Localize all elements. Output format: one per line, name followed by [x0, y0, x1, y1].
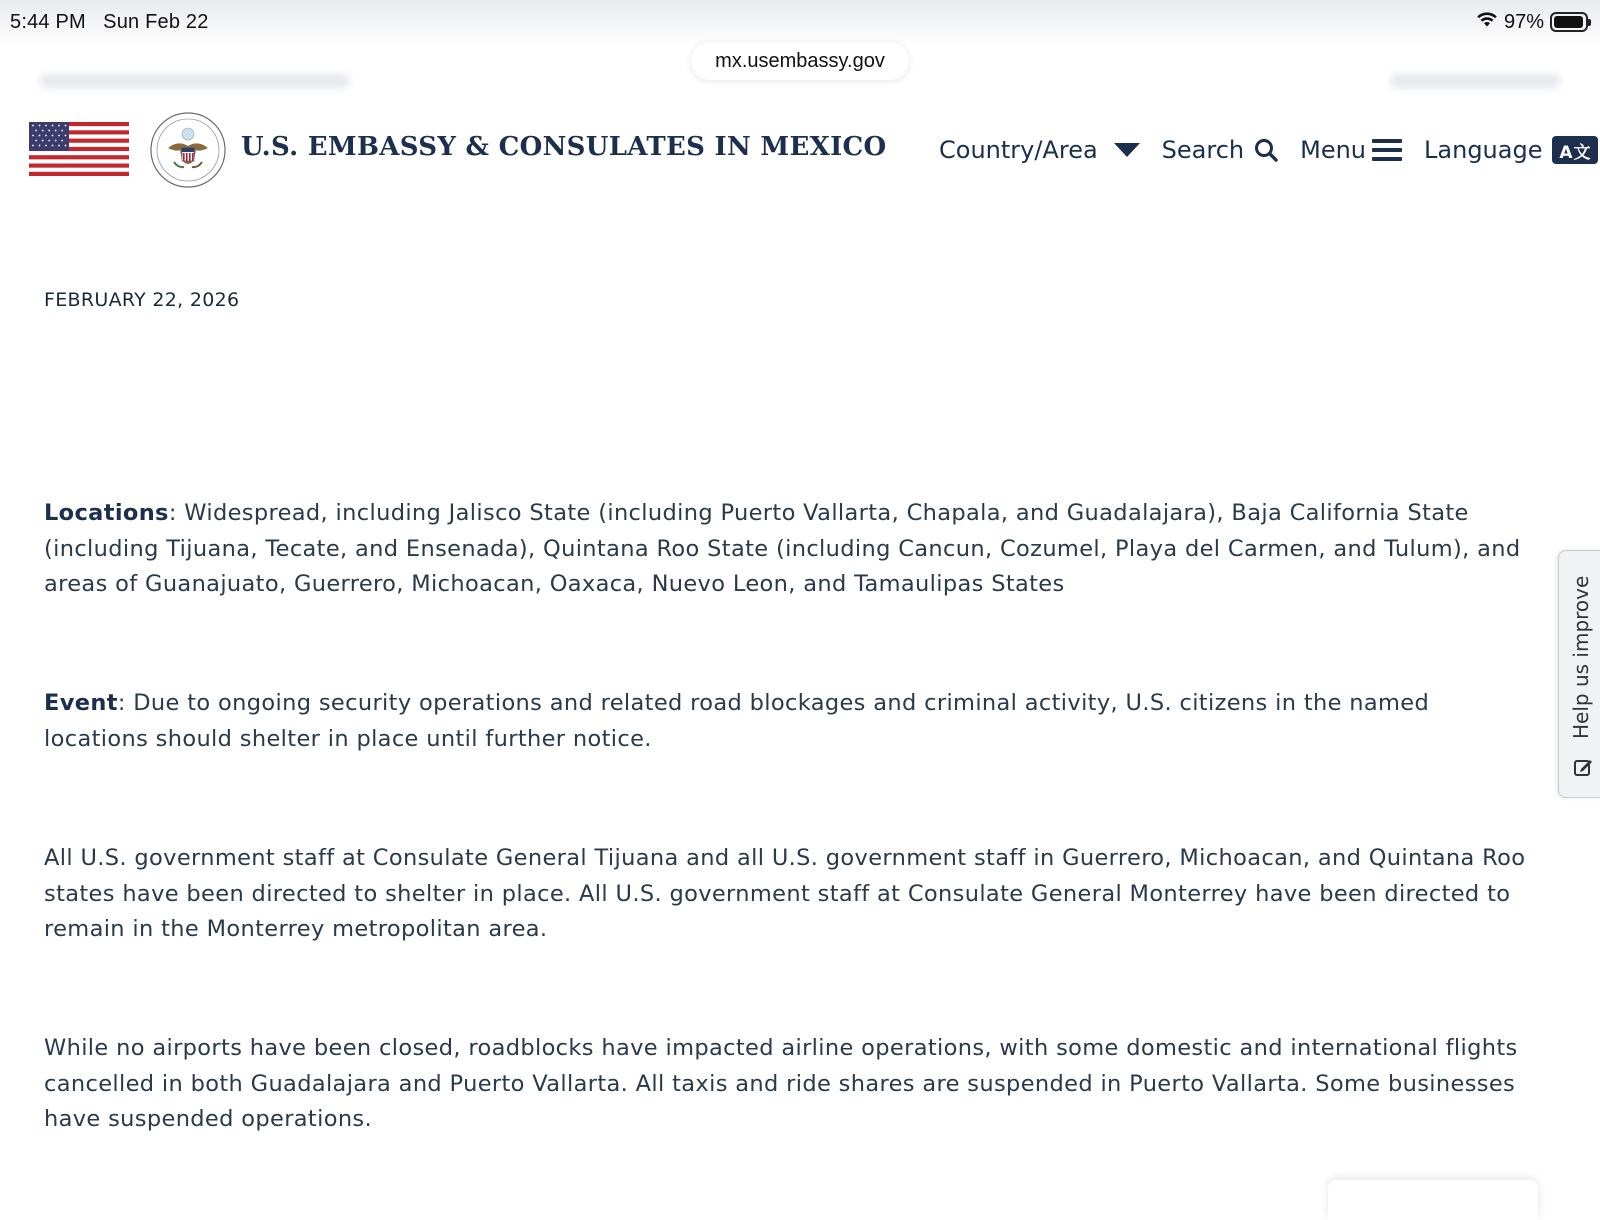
locations-line-1 — [44, 496, 1554, 532]
locations-paragraph — [44, 496, 1554, 603]
search-button[interactable] — [1162, 136, 1278, 164]
country-area-label: Country/Area — [939, 136, 1098, 164]
wifi-icon — [1476, 10, 1498, 34]
battery-percent: 97% — [1503, 10, 1544, 33]
status-time-date — [10, 11, 209, 34]
us-flag-icon[interactable] — [29, 122, 129, 176]
main-nav — [939, 136, 1598, 164]
feedback-tab[interactable] — [1558, 550, 1600, 798]
event-line-1 — [44, 686, 1554, 722]
status-right — [1476, 10, 1588, 34]
language-button[interactable] — [1424, 136, 1598, 164]
status-time: 5:44 PM — [10, 11, 86, 33]
staff-line-1: All U.S. government staff at Consulate General Tijuana and all U.S. government staff in Guerrero, Michoacan, and Quintana Roo — [44, 845, 1526, 871]
staff-line-2: states have been directed to shelter in place. All U.S. government staff at Consulate General Monterrey have been directed to — [44, 880, 1511, 907]
event-line-2: locations should shelter in place until further notice. — [44, 725, 652, 752]
locations-line-3: areas of Guanajuato, Guerrero, Michoacan, Oaxaca, Nuevo Leon, and Tamaulipas States — [44, 571, 1065, 597]
hamburger-menu-icon — [1372, 138, 1402, 162]
menu-label: Menu — [1300, 136, 1367, 164]
locations-label: Locations — [44, 500, 169, 526]
airports-line-3: have suspended operations. — [44, 1106, 373, 1132]
airports-line-2: cancelled in both Guadalajara and Puerto Vallarta. All taxis and ride shares are suspended in Puerto Vallarta. Some businesses — [44, 1070, 1516, 1097]
locations-line-2: (including Tijuana, Tecate, and Ensenada), Quintana Roo State (including Cancun, Cozumel, Playa del Carmen, and Tulum), and — [44, 535, 1521, 562]
staff-line-3: remain in the Monterrey metropolitan area. — [44, 916, 548, 942]
country-area-dropdown[interactable] — [939, 136, 1140, 164]
search-icon — [1254, 138, 1278, 162]
bottom-floating-card[interactable] — [1328, 1180, 1538, 1220]
language-label: Language — [1424, 136, 1543, 164]
airports-paragraph — [44, 1031, 1554, 1138]
staff-paragraph — [44, 841, 1554, 948]
event-line-1-text: : Due to ongoing security operations and related road blockages and criminal activity, U.S. citizens in the named — [117, 690, 1430, 716]
feedback-label: Help us improve — [1569, 575, 1593, 739]
edit-icon — [1573, 757, 1593, 781]
url-text: mx.usembassy.gov — [715, 49, 885, 72]
locations-line-1-text: : Widespread, including Jalisco State (including Puerto Vallarta, Chapala, and Guadalajara), Baja California State — [168, 500, 1469, 526]
article-date: FEBRUARY 22, 2026 — [44, 289, 240, 311]
event-paragraph — [44, 686, 1554, 757]
search-label: Search — [1161, 136, 1245, 164]
event-label: Event — [44, 690, 118, 716]
battery-icon — [1550, 12, 1588, 32]
airports-line-1: While no airports have been closed, roadblocks have impacted airline operations, with some domestic and international flights — [44, 1035, 1518, 1061]
status-date: Sun Feb 22 — [103, 11, 209, 33]
menu-button[interactable] — [1300, 136, 1402, 164]
status-bar — [0, 0, 1600, 46]
embassy-seal-icon[interactable] — [150, 112, 226, 188]
translate-icon: A文 — [1552, 136, 1598, 164]
battery-fill — [1554, 16, 1583, 28]
url-bar[interactable] — [691, 42, 909, 80]
blurred-top-strip-left — [40, 74, 350, 88]
site-title[interactable]: U.S. EMBASSY & CONSULATES IN MEXICO — [241, 132, 887, 162]
caret-down-icon — [1114, 143, 1140, 157]
blurred-top-strip-right — [1390, 74, 1560, 88]
site-header — [0, 100, 1600, 200]
